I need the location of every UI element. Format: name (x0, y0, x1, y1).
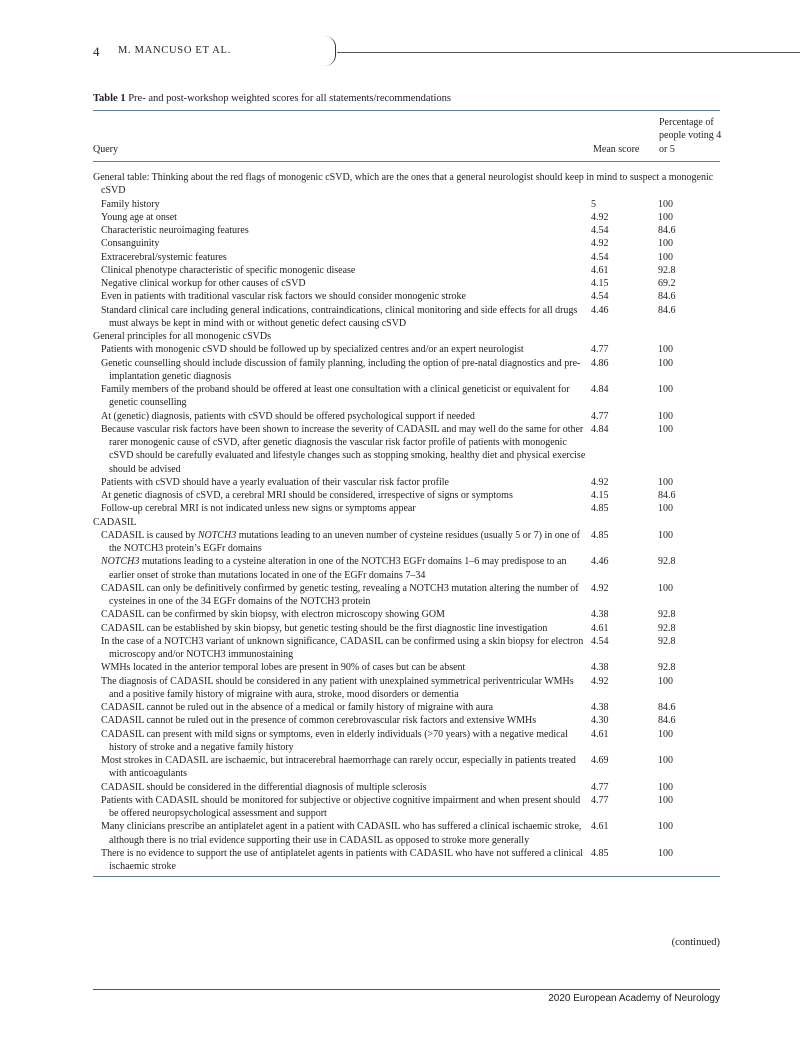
query-cell (93, 675, 591, 702)
mean-score-cell: 4.54 (591, 251, 609, 263)
mean-score-cell: 5 (591, 198, 596, 210)
query-cell (93, 781, 591, 794)
query-text: CADASIL cannot be ruled out in the presence of common cerebrovascular risk factors and extensive WMHs (101, 715, 537, 727)
percentage-cell: 100 (658, 476, 673, 488)
table-body (93, 162, 720, 873)
mean-score-cell: 4.92 (591, 211, 609, 223)
query-cell (93, 277, 591, 290)
percentage-cell: 100 (658, 357, 673, 369)
mean-score-cell: 4.54 (591, 291, 609, 303)
continued-note: (continued) (671, 937, 720, 948)
mean-score-cell: 4.61 (591, 728, 609, 740)
query-text: CADASIL can only be definitively confirmed by genetic testing, revealing a NOTCH3 mutation altering the number of cysteines in one of the 34 EGFr domains of the NOTCH3 protein (101, 582, 579, 607)
query-cell (93, 622, 591, 635)
percentage-cell: 92.8 (658, 635, 676, 647)
query-text: There is no evidence to support the use of antiplatelet agents in patients with CADASIL who have not suffered a clinical ischaemic stroke (101, 847, 584, 872)
table-row (93, 820, 720, 847)
footer-rule (93, 989, 720, 990)
percentage-cell: 92.8 (658, 609, 676, 621)
percentage-cell: 84.6 (658, 490, 676, 501)
table-row (93, 277, 720, 290)
percentage-cell: 100 (658, 344, 673, 356)
table-label: Table 1 (93, 93, 126, 104)
table-row (93, 198, 720, 211)
table-row (93, 290, 720, 303)
table-row (93, 476, 720, 489)
query-text: Most strokes in CADASIL are ischaemic, but intracerebral haemorrhage can rarely occur, especially in patients treated with anticoagulants (101, 755, 576, 780)
table-row (93, 343, 720, 356)
table-row (93, 304, 720, 331)
table-section-row (93, 330, 720, 343)
mean-score-cell: 4.38 (591, 609, 609, 621)
mean-score-cell: 4.92 (591, 476, 609, 488)
percentage-cell: 92.8 (658, 556, 676, 568)
query-text: General table: Thinking about the red flags of monogenic cSVD, which are the ones that a general neurologist should keep in mind to suspect a monogenic cSVD (93, 172, 714, 197)
percentage-cell: 100 (658, 728, 673, 740)
query-text: At (genetic) diagnosis, patients with cSVD should be offered psychological support if needed (101, 410, 475, 422)
mean-score-cell: 4.85 (591, 529, 609, 541)
table-row (93, 423, 720, 476)
mean-score-cell: 4.77 (591, 794, 609, 806)
percentage-cell: 100 (658, 503, 673, 515)
mean-score-cell: 4.92 (591, 582, 609, 594)
table-row (93, 701, 720, 714)
running-head: M. MANCUSO ET AL. (118, 45, 231, 56)
query-cell (93, 714, 591, 727)
query-cell (93, 476, 591, 489)
table-row (93, 383, 720, 410)
percentage-cell: 84.6 (658, 225, 676, 236)
query-cell (93, 489, 591, 502)
query-text: CADASIL is caused by NOTCH3 mutations leading to an uneven number of cysteine residues (usually 5 or 7) in one of the NOTCH3 protein’s EGFr domains (101, 529, 581, 554)
table-row (93, 502, 720, 515)
query-cell (93, 794, 591, 821)
query-text: WMHs located in the anterior temporal lobes are present in 90% of cases but can be absent (101, 662, 466, 674)
percentage-cell: 84.6 (658, 702, 676, 713)
query-cell (93, 661, 591, 674)
mean-score-cell: 4.77 (591, 781, 609, 793)
percentage-cell: 100 (658, 423, 673, 435)
table-caption (93, 93, 451, 104)
table-row (93, 410, 720, 423)
query-cell (93, 304, 591, 331)
table-row (93, 847, 720, 874)
mean-score-cell: 4.61 (591, 264, 609, 276)
percentage-cell: 100 (658, 794, 673, 806)
query-cell (93, 224, 591, 237)
query-text: Because vascular risk factors have been shown to increase the severity of CADASIL and may well do the same for other rarer monogenic cause of cSVD, after genetic diagnosis the vascular risk factor profile of patients with monogenic cSVD should be carefully evaluated and lifestyle changes such as stopping smoking, healthy diet and physical exercise should be advised (101, 423, 586, 475)
table-row (93, 357, 720, 384)
table-section-row (93, 516, 720, 529)
query-text: The diagnosis of CADASIL should be considered in any patient with unexplained symmetrical periventricular WMHs and a positive family history of migraine with aura, stroke, mood disorders or dementia (101, 675, 574, 700)
query-text: General principles for all monogenic cSVDs (93, 331, 272, 342)
query-text: Even in patients with traditional vascular risk factors we should consider monogenic stroke (101, 291, 466, 303)
query-text: Extracerebral/systemic features (101, 251, 227, 263)
percentage-cell: 100 (658, 675, 673, 687)
mean-score-cell: 4.61 (591, 622, 609, 634)
table-header (93, 111, 720, 158)
query-cell (93, 198, 591, 211)
mean-score-cell: 4.84 (591, 423, 609, 435)
mean-score-cell: 4.38 (591, 702, 609, 713)
percentage-cell: 100 (658, 821, 673, 833)
query-cell (93, 251, 591, 264)
mean-score-cell: 4.92 (591, 675, 609, 687)
table-caption-text: Pre- and post-workshop weighted scores for all statements/recommendations (128, 93, 452, 104)
query-text: At genetic diagnosis of cSVD, a cerebral MRI should be considered, irrespective of signs or symptoms (101, 490, 513, 501)
query-text: Family history (101, 198, 160, 210)
table-row (93, 211, 720, 224)
header-rule (337, 52, 800, 53)
column-header-query: Query (93, 143, 118, 155)
percentage-cell: 100 (658, 211, 673, 223)
query-text: Follow-up cerebral MRI is not indicated unless new signs or symptoms appear (101, 503, 416, 515)
query-text: Young age at onset (101, 211, 177, 223)
query-text: NOTCH3 mutations leading to a cysteine alteration in one of the NOTCH3 EGFr domains 1–6 may predispose to an earlier onset of stroke than mutations located in one of the EGFr domains 7–34 (101, 556, 567, 581)
query-text: Characteristic neuroimaging features (101, 225, 249, 236)
table-row (93, 661, 720, 674)
percentage-cell: 84.6 (658, 715, 676, 727)
mean-score-cell: 4.61 (591, 821, 609, 833)
query-text: Standard clinical care including general indications, contraindications, clinical monitoring and side effects for all drugs must always be kept in mind with or without genetic defect causing cSVD (101, 304, 578, 329)
percentage-cell: 84.6 (658, 291, 676, 303)
table-row (93, 728, 720, 755)
query-text: CADASIL cannot be ruled out in the absence of a medical or family history of migraine with aura (101, 702, 494, 713)
percentage-cell: 100 (658, 529, 673, 541)
query-cell (93, 343, 591, 356)
table-row (93, 489, 720, 502)
query-text: Genetic counselling should include discussion of family planning, including the option of pre-natal diagnostics and pre-implantation genetic diagnosis (101, 357, 581, 382)
table-row (93, 224, 720, 237)
page-number: 4 (93, 44, 100, 59)
percentage-cell: 100 (658, 198, 673, 210)
percentage-cell: 69.2 (658, 278, 676, 289)
percentage-cell: 100 (658, 251, 673, 263)
query-cell (93, 635, 591, 662)
query-text: Patients with CADASIL should be monitored for subjective or objective cognitive impairment and when present should be offered neuropsychological assessment and support (101, 794, 581, 819)
mean-score-cell: 4.86 (591, 357, 609, 369)
mean-score-cell: 4.85 (591, 503, 609, 515)
column-header-percentage: Percentage of people voting 4 or 5 (659, 116, 722, 155)
page-footer: 2020 European Academy of Neurology (548, 993, 720, 1004)
query-cell (93, 237, 591, 250)
percentage-cell: 100 (658, 238, 673, 250)
query-cell (93, 211, 591, 224)
mean-score-cell: 4.15 (591, 490, 609, 501)
percentage-cell: 92.8 (658, 662, 676, 674)
table-row (93, 781, 720, 794)
table-row (93, 714, 720, 727)
table-row (93, 555, 720, 582)
query-text: Many clinicians prescribe an antiplatelet agent in a patient with CADASIL who has suffered a clinical ischaemic stroke, although there is no trial evidence supporting their use in CADASIL as opposed to stroke more generally (101, 821, 582, 846)
header-bracket (325, 36, 336, 66)
mean-score-cell: 4.84 (591, 384, 609, 395)
query-text: Negative clinical workup for other causes of cSVD (101, 278, 306, 289)
percentage-cell: 100 (658, 847, 673, 859)
percentage-cell: 100 (658, 582, 673, 594)
query-cell (93, 290, 591, 303)
mean-score-cell: 4.69 (591, 755, 609, 766)
percentage-cell: 100 (658, 384, 673, 395)
table-row (93, 794, 720, 821)
table-row (93, 582, 720, 609)
mean-score-cell: 4.46 (591, 304, 609, 316)
query-cell (93, 529, 591, 556)
query-cell (93, 847, 591, 874)
query-cell (93, 516, 720, 529)
percentage-cell: 100 (658, 781, 673, 793)
query-text: CADASIL can be established by skin biopsy, but genetic testing should be the first diagnostic line investigation (101, 622, 548, 634)
table-bottom-rule (93, 876, 720, 877)
mean-score-cell: 4.77 (591, 410, 609, 422)
percentage-cell: 84.6 (658, 304, 676, 316)
query-text: CADASIL should be considered in the differential diagnosis of multiple sclerosis (101, 781, 427, 793)
mean-score-cell: 4.15 (591, 278, 609, 289)
query-cell (93, 383, 591, 410)
query-cell (93, 728, 591, 755)
mean-score-cell: 4.92 (591, 238, 609, 250)
mean-score-cell: 4.46 (591, 556, 609, 568)
query-text: In the case of a NOTCH3 variant of unknown significance, CADASIL can be confirmed using a skin biopsy for electron microscopy and/or NOTCH3 immunostaining (101, 635, 584, 660)
mean-score-cell: 4.54 (591, 225, 609, 236)
query-cell (93, 423, 591, 476)
table-row (93, 237, 720, 250)
query-cell (93, 502, 591, 515)
mean-score-cell: 4.85 (591, 847, 609, 859)
query-cell (93, 264, 591, 277)
query-cell (93, 582, 591, 609)
mean-score-cell: 4.38 (591, 662, 609, 674)
table-row (93, 675, 720, 702)
percentage-cell: 100 (658, 410, 673, 422)
table-row (93, 529, 720, 556)
query-cell (93, 754, 591, 781)
table-row (93, 635, 720, 662)
query-text: Consanguinity (101, 238, 160, 250)
mean-score-cell: 4.30 (591, 715, 609, 727)
mean-score-cell: 4.77 (591, 344, 609, 356)
mean-score-cell: 4.54 (591, 635, 609, 647)
table-row (93, 622, 720, 635)
table-section-row (93, 171, 720, 198)
table-row (93, 251, 720, 264)
query-cell (93, 330, 720, 343)
query-text: Family members of the proband should be offered at least one consultation with a clinical geneticist or equivalent for genetic counselling (101, 384, 570, 409)
query-text: Patients with monogenic cSVD should be followed up by specialized centres and/or an expert neurologist (101, 344, 524, 356)
table-row (93, 608, 720, 621)
query-text: Patients with cSVD should have a yearly evaluation of their vascular risk factor profile (101, 476, 449, 488)
percentage-cell: 92.8 (658, 264, 676, 276)
query-text: Clinical phenotype characteristic of specific monogenic disease (101, 264, 356, 276)
query-text: CADASIL (93, 516, 137, 528)
percentage-cell: 92.8 (658, 622, 676, 634)
table-row (93, 264, 720, 277)
query-cell (93, 410, 591, 423)
query-cell (93, 608, 591, 621)
query-cell (93, 357, 591, 384)
column-header-mean: Mean score (593, 143, 640, 155)
page-header (93, 44, 723, 64)
query-cell (93, 820, 591, 847)
query-text: CADASIL can be confirmed by skin biopsy, with electron microscopy showing GOM (101, 609, 445, 621)
query-cell (93, 555, 591, 582)
percentage-cell: 100 (658, 755, 673, 766)
query-cell (93, 701, 591, 714)
query-cell (93, 171, 720, 198)
table-row (93, 754, 720, 781)
scores-table (93, 110, 720, 877)
query-text: CADASIL can present with mild signs or symptoms, even in elderly individuals (>70 years) with a negative medical history of stroke and a negative family history (101, 728, 568, 753)
